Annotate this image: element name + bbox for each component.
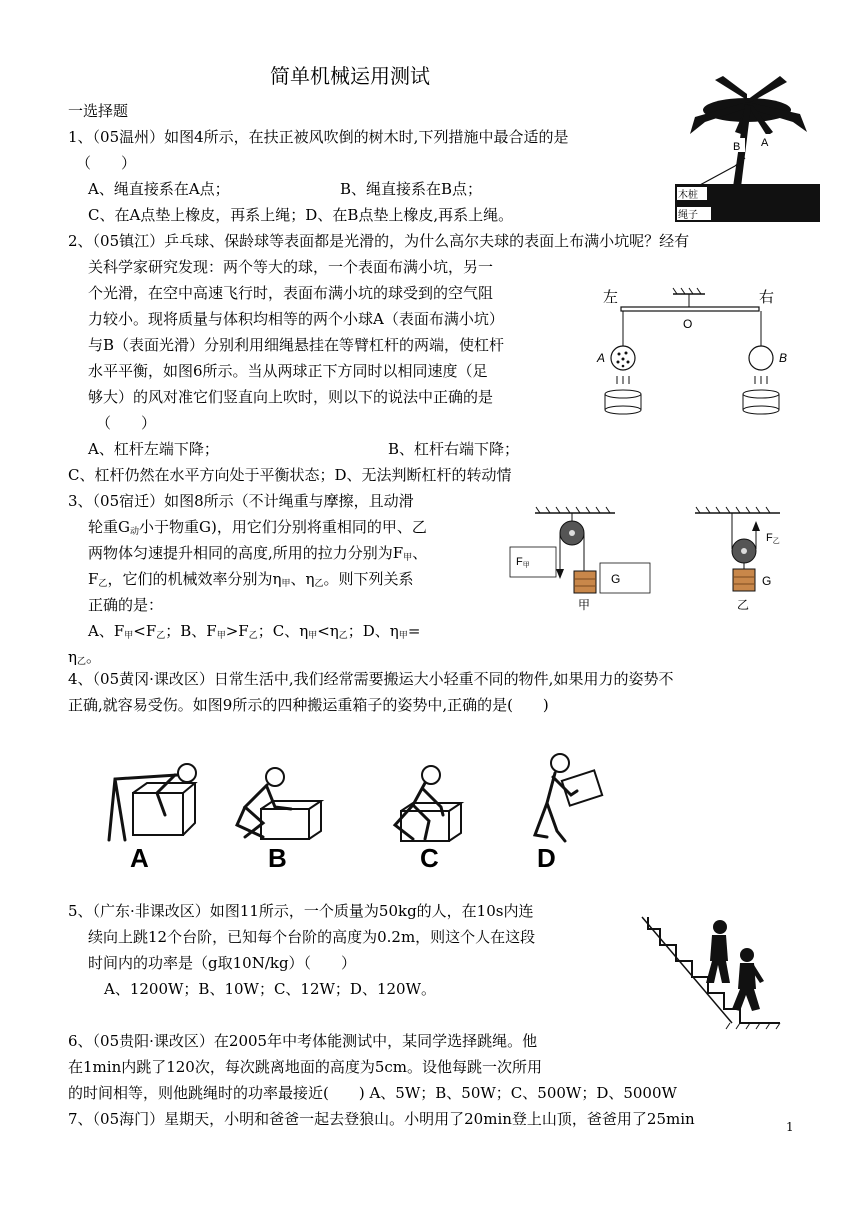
q3-line-4: $F_乙$，它们的机械效率分别为$\eta_甲$、$\eta_乙$。则下列关系 [88,570,414,589]
section-heading: 一选择题 [68,102,129,120]
lever-figure [595,278,795,438]
q2-line-5: 与B（表面光滑）分别利用细绳悬挂在等臂杠杆的两端，使杠杆 [88,336,505,354]
fulcrum-label: O [683,317,693,331]
lever-left-label: 左 [603,289,619,306]
q4-line-1: 4、（05黄冈·课改区）日常生活中,我们经常需要搬运大小轻重不同的物件,如果用力的姿势不 [68,670,674,688]
yi-caption: 乙 [737,598,750,612]
q3-options: A、$F_甲<F_乙$；B、$F_甲>F_乙$；C、$\eta_甲<\eta_乙$；D、$\eta_甲=$ [88,622,421,641]
tree-label-a: A [761,137,769,149]
q6-line-3: 的时间相等，则他跳绳时的功率最接近( ) A、5W；B、50W；C、500W；D、5000W [68,1084,677,1102]
q4-line-2: 正确,就容易受伤。如图9所示的四种搬运重箱子的姿势中,正确的是( ) [68,696,549,714]
tree-figure [675,62,820,222]
page-number: 1 [786,1120,794,1134]
posture-label-c: C [420,843,439,873]
q6-line-1: 6、（05贵阳·课改区）在2005年中考体能测试中，某同学选择跳绳。他 [68,1032,538,1050]
q5-line-2: 续向上跳12个台阶，已知每个台阶的高度为0.2m，则这个人在这段 [88,928,536,946]
q3-line-1: 3、（05宿迁）如图8所示（不计绳重与摩擦，且动滑 [68,492,414,510]
q1-line-1: 1、（05温州）如图4所示，在扶正被风吹倒的树木时,下列措施中最合适的是 [68,128,569,146]
q2-line-3: 个光滑，在空中高速飞行时，表面布满小坑的球受到的空气阻 [88,284,494,302]
g-label-yi: G [762,574,772,588]
q2-options-cd: C、杠杆仍然在水平方向处于平衡状态；D、无法判断杠杆的转动情 [68,466,512,484]
f-yi-label: F乙 [766,532,780,545]
q1-option-b: B、绳直接系在B点； [340,180,483,198]
q2-line-1: 2、（05镇江）乒乓球、保龄球等表面都是光滑的，为什么高尔夫球的表面上布满小坑呢？经有 [68,232,690,250]
q2-option-a: A、杠杆左端下降； [88,440,219,458]
q3-line-2: 轮重$G_动$小于物重G)，用它们分别将重相同的甲、乙 [88,518,427,537]
pulley-figure [500,505,810,620]
q2-line-2: 关科学家研究发现：两个等大的球，一个表面布满小坑，另一 [88,258,494,276]
q2-line-6: 水平平衡，如图6所示。当从两球正下方同时以相同速度（足 [88,362,488,380]
stake-label: 木桩 [678,190,698,201]
q5-line-3: 时间内的功率是（g取10N/kg）（ ） [88,954,357,972]
q7-line-1: 7、（05海门）星期天，小明和爸爸一起去登狼山。小明用了20min登上山顶，爸爸用了25min [68,1110,695,1128]
q5-line-1: 5、（广东·非课改区）如图11所示，一个质量为50kg的人，在10s内连 [68,902,534,920]
q2-line-7: 够大）的风对准它们竖直向上吹时，则以下的说法中正确的是 [88,388,494,406]
g-label-jia: G [611,572,621,586]
stairs-figure [640,905,785,1030]
q6-line-2: 在1min内跳了120次，每次跳离地面的高度为5cm。设他每跳一次所用 [68,1058,543,1076]
q3-options-cont: $\eta_乙$。 [68,648,102,667]
q2-option-b: B、杠杆右端下降； [388,440,520,458]
ball-a-label: A [597,351,606,365]
lifting-postures-figure [95,745,655,875]
q2-line-8: （ ） [96,414,157,432]
posture-label-b: B [268,843,287,873]
q2-line-4: 力较小。现将质量与体积均相等的两个小球A（表面布满小坑） [88,310,504,328]
q1-line-2: （ ） [76,154,137,172]
ball-b-label: B [779,351,788,365]
q3-line-3: 两物体匀速提升相同的高度,所用的拉力分别为$F_甲$、 [88,544,428,563]
lever-right-label: 右 [759,289,775,306]
posture-label-d: D [537,843,556,873]
jia-caption: 甲 [578,598,591,612]
q1-options-cd: C、在A点垫上橡皮，再系上绳；D、在B点垫上橡皮,再系上绳。 [88,206,514,224]
q5-options: A、1200W；B、10W；C、12W；D、120W。 [104,980,437,998]
q1-option-a: A、绳直接系在A点； [88,180,230,198]
posture-label-a: A [130,843,149,873]
q3-line-5: 正确的是： [88,596,164,614]
tree-label-b: B [733,141,741,153]
rope-label: 绳子 [678,210,698,221]
f-jia-label: F甲 [516,556,530,569]
page-title: 简单机械运用测试 [270,64,430,88]
